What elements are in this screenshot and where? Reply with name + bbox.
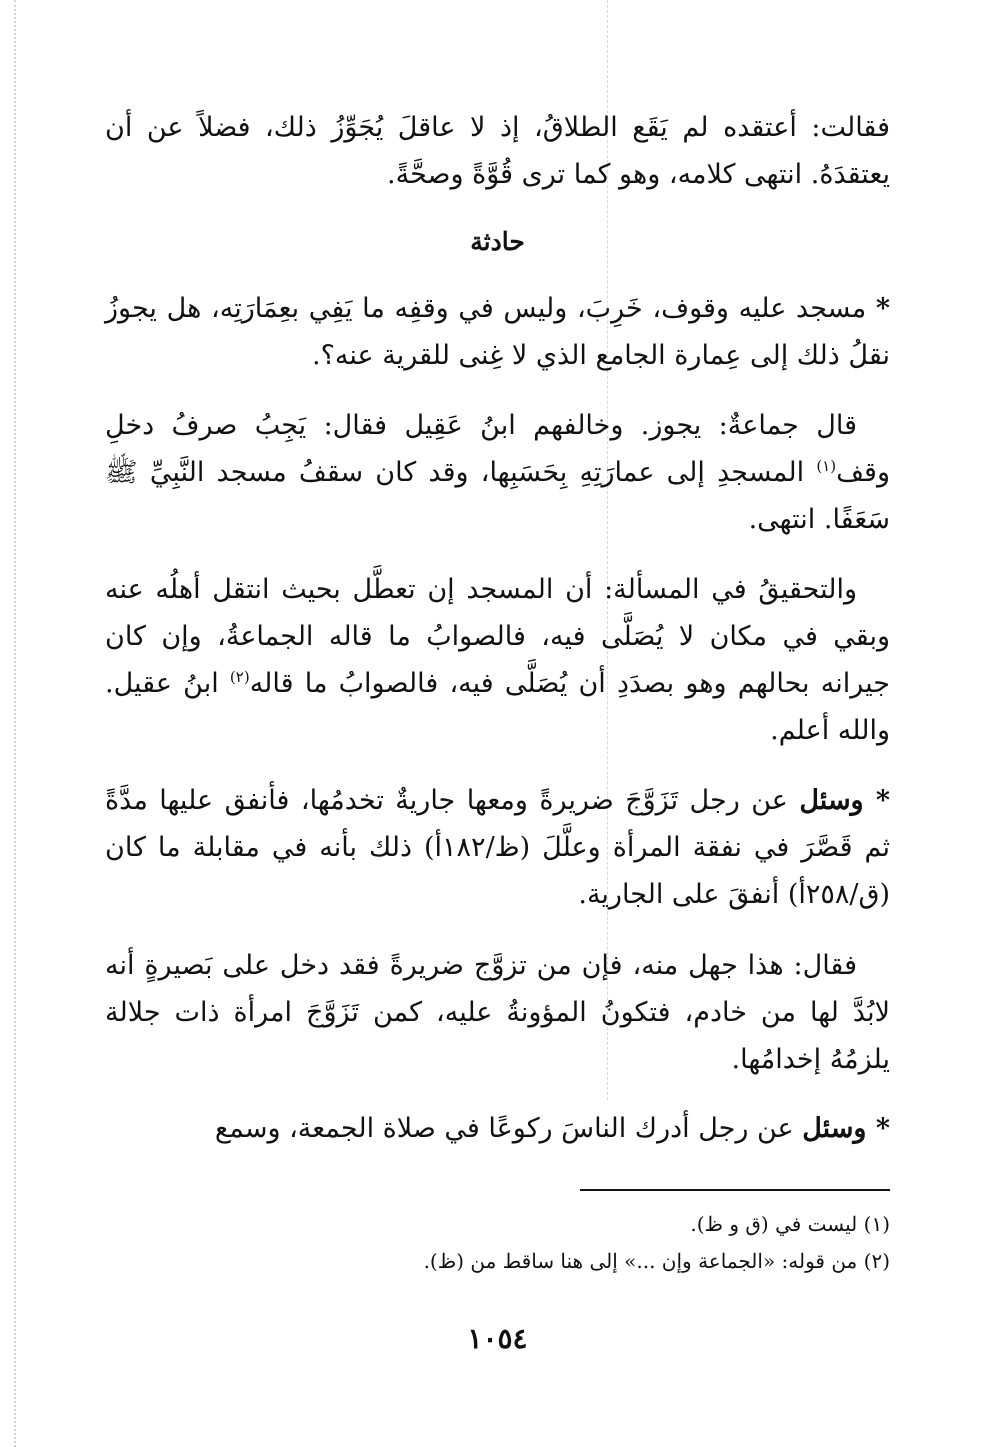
- footnote-2-text: (٢) من قوله: «الجماعة وإن ...» إلى هنا ساقط من (ظ).: [423, 1249, 890, 1273]
- footnote-separator: [580, 1189, 890, 1191]
- section-heading: [105, 218, 890, 265]
- paragraph-1: [105, 104, 890, 198]
- paragraph-4: [105, 566, 890, 754]
- paragraph-6-text: فقال: هذا جهل منه، فإن من تزوَّج ضريرةً فقد دخل على بَصيرةٍ أنه لابُدَّ لها من خادم، فتكونُ المؤونةُ عليه، كمن تَزَوَّجَ امرأة ذات جلالة يلزمُهُ إخدامُها.: [105, 950, 890, 1075]
- footnote-2: [105, 1244, 890, 1278]
- paragraph-3-text-a: قال جماعةٌ: يجوز. وخالفهم ابنُ عَقِيل فقال: يَجِبُ صرفُ دخلِ وقف: [105, 410, 890, 488]
- paragraph-3-text-b: المسجدِ إلى عمارَتِهِ بِحَسَبِها، وقد كان سقفُ مسجد النَّبِيِّ ﷺ سَعَفًا. انتهى.: [105, 457, 890, 535]
- paragraph-4-text-a: والتحقيقُ في المسألة: أن المسجد إن تعطَّل بحيث انتقل أهلُه عنه وبقي في مكان لا يُصَلَّى فيه، فالصوابُ ما قاله الجماعةُ، وإن كان جيرانه بحالهم وهو بصدَدِ أن يُصَلَّى فيه، فالصوابُ ما قاله: [105, 574, 890, 699]
- footnote-1: [105, 1207, 890, 1241]
- footnote-ref-1: (١): [816, 457, 837, 475]
- paragraph-4-text-b: ابنُ عقيل. والله أعلم.: [105, 668, 890, 746]
- footnote-ref-2: (٢): [229, 668, 250, 686]
- paragraph-2-marker: *: [875, 293, 890, 324]
- paragraph-5: [105, 777, 890, 918]
- paragraph-2: [105, 285, 890, 379]
- paragraph-1-text: فقالت: أعتقده لم يَقَع الطلاقُ، إذ لا عاقلَ يُجَوِّزُ ذلك، فضلاً عن أن يعتقدَهُ. انتهى كلامه، وهو كما ترى قُوَّةً وصحَّةً.: [105, 112, 890, 190]
- paragraph-7: [105, 1105, 890, 1152]
- section-heading-text: حادثة: [470, 227, 525, 256]
- footnote-1-text: (١) ليست في (ق و ظ).: [690, 1212, 890, 1236]
- paragraph-5-marker: * وسئل: [799, 785, 891, 816]
- paragraph-2-text: مسجد عليه وقوف، خَرِبَ، وليس في وقفِه ما يَفِي بعِمَارَتِه، هل يجوزُ نقلُ ذلك إلى عِمارة الجامع الذي لا غِنى للقرية عنه؟.: [105, 293, 890, 371]
- paragraph-7-marker: * وسئل: [802, 1113, 890, 1144]
- scan-edge-dots: [14, 0, 16, 1447]
- page-number: ١٠٥٤: [467, 1322, 528, 1355]
- paragraph-5-text: عن رجل تَزَوَّجَ ضريرةً ومعها جاريةٌ تخدمُها، فأنفق عليها مدَّةً ثم قَصَّرَ في نفقة المرأة وعلَّلَ (ظ/١٨٢أ) ذلك بأنه في مقابلة ما كان (ق/٢٥٨أ) أنفقَ على الجارية.: [105, 785, 890, 910]
- paragraph-6: [105, 942, 890, 1083]
- paragraph-7-text: عن رجل أدرك الناسَ ركوعًا في صلاة الجمعة، وسمع: [214, 1113, 803, 1144]
- paragraph-3: [105, 402, 890, 543]
